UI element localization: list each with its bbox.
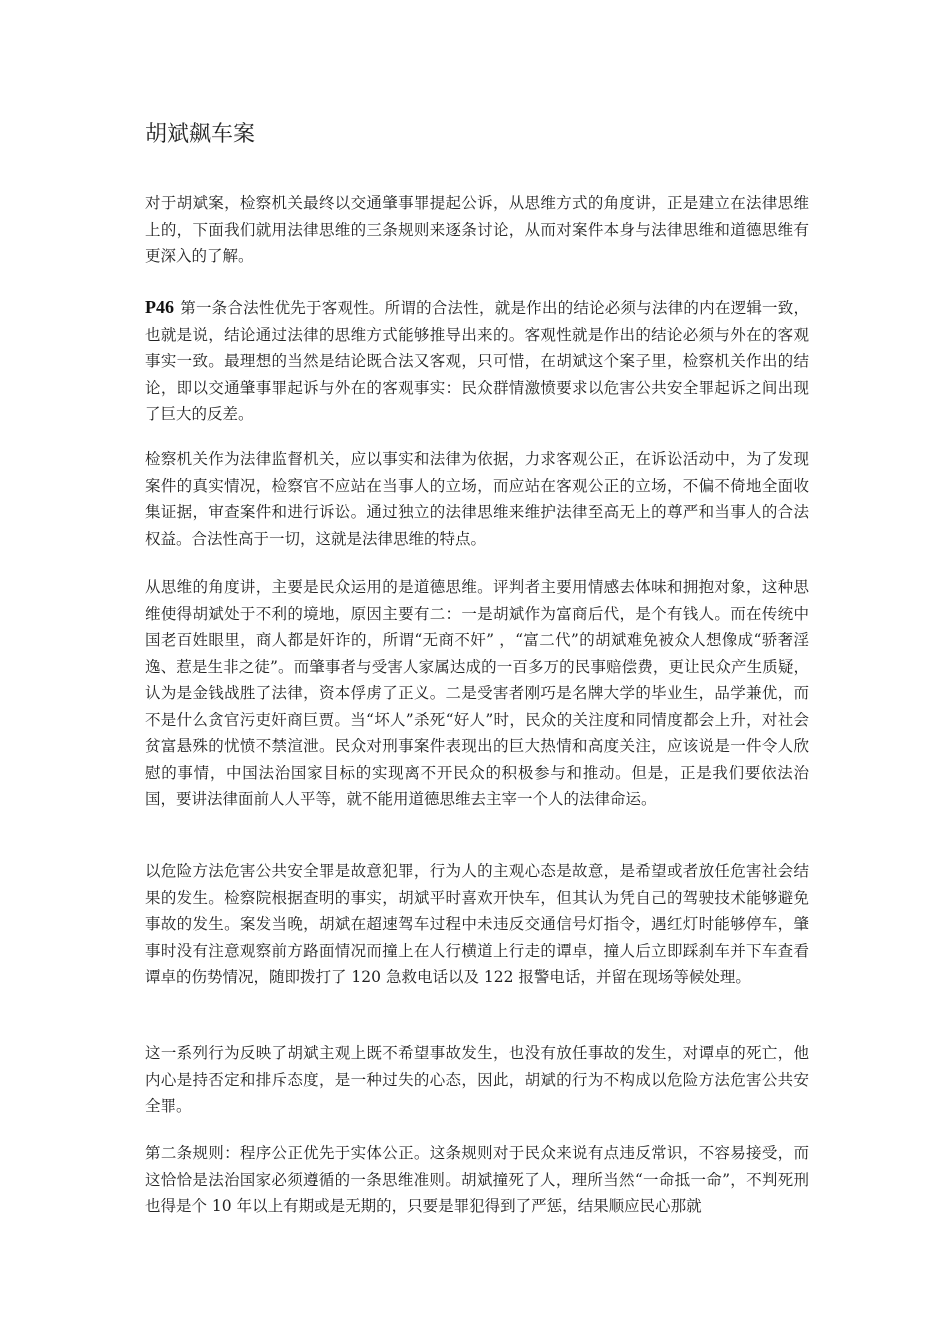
paragraph-text: 检察机关作为法律监督机关，应以事实和法律为依据，力求客观公正，在诉讼活动中，为了发现案件的真实情况，检察官不应站在当事人的立场，而应站在客观公正的立场，不偏不倚地全面收集证据，审查案件和进行诉讼。通过独立的法律思维来维护法律至高无上的尊严和当事人的合法权益。合法性高于一切，这就是法律思维的特点。 (145, 450, 809, 548)
paragraph-intro (145, 190, 809, 270)
paragraph-text: 第二条规则：程序公正优先于实体公正。这条规则对于民众来说有点违反常识，不容易接受，而这恰恰是法治国家必须遵循的一条思维准则。胡斌撞死了人，理所当然“一命抵一命”，不判死刑也得是个 10 年以上有期或是无期的，只要是罪犯得到了严惩，结果顺应民心那就 (145, 1144, 809, 1215)
paragraph-rule-one (145, 294, 809, 428)
paragraph-rule-two (145, 1140, 809, 1220)
paragraph-text: 这一系列行为反映了胡斌主观上既不希望事故发生，也没有放任事故的发生，对谭卓的死亡，他内心是持否定和排斥态度，是一种过失的心态，因此，胡斌的行为不构成以危险方法危害公共安全罪。 (145, 1044, 809, 1115)
page-marker: P46 (145, 297, 174, 317)
paragraph-text: 第一条合法性优先于客观性。所谓的合法性，就是作出的结论必须与法律的内在逻辑一致，也就是说，结论通过法律的思维方式能够推导出来的。客观性就是作出的结论必须与外在的客观事实一致。最理想的当然是结论既合法又客观，只可惜，在胡斌这个案子里，检察机关作出的结论，即以交通肇事罪起诉与外在的客观事实：民众群情激愤要求以危害公共安全罪起诉之间出现了巨大的反差。 (145, 299, 809, 423)
paragraph-text: 以危险方法危害公共安全罪是故意犯罪，行为人的主观心态是故意，是希望或者放任危害社会结果的发生。检察院根据查明的事实，胡斌平时喜欢开快车，但其认为凭自己的驾驶技术能够避免事故的发生。案发当晚，胡斌在超速驾车过程中未违反交通信号灯指令，遇红灯时能够停车，肇事时没有注意观察前方路面情况而撞上在人行横道上行走的谭卓，撞人后立即踩刹车并下车查看谭卓的伤势情况，随即拨打了 120 急救电话以及 122 报警电话，并留在现场等候处理。 (145, 862, 809, 986)
document-title: 胡斌飙车案 (145, 122, 256, 147)
paragraph-moral-thinking (145, 574, 809, 813)
paragraph-text: 从思维的角度讲，主要是民众运用的是道德思维。评判者主要用情感去体味和拥抱对象，这种思维使得胡斌处于不利的境地，原因主要有二：一是胡斌作为富商后代，是个有钱人。而在传统中国老百姓眼里，商人都是奸诈的，所谓“无商不奸” ，“富二代”的胡斌难免被众人想像成“骄奢淫逸、惹是生非之徒”。而肇事者与受害人家属达成的一百多万的民事赔偿费，更让民众产生质疑，认为是金钱战胜了法律，资本俘虏了正义。二是受害者刚巧是名牌大学的毕业生，品学兼优，而不是什么贪官污吏奸商巨贾。当“坏人”杀死“好人”时，民众的关注度和同情度都会上升，对社会贫富悬殊的忧愤不禁渲泄。民众对刑事案件表现出的巨大热情和高度关注，应该说是一件令人欣慰的事情，中国法治国家目标的实现离不开民众的积极参与和推动。但是，正是我们要依法治国，要讲法律面前人人平等，就不能用道德思维去主宰一个人的法律命运。 (145, 578, 809, 808)
paragraph-intentional-crime (145, 858, 809, 991)
paragraph-negligence-conclusion (145, 1040, 809, 1120)
paragraph-procuratorate-role (145, 446, 809, 552)
paragraph-text: 对于胡斌案，检察机关最终以交通肇事罪提起公诉，从思维方式的角度讲，正是建立在法律思维上的，下面我们就用法律思维的三条规则来逐条讨论，从而对案件本身与法律思维和道德思维有更深入的了解。 (145, 194, 809, 265)
